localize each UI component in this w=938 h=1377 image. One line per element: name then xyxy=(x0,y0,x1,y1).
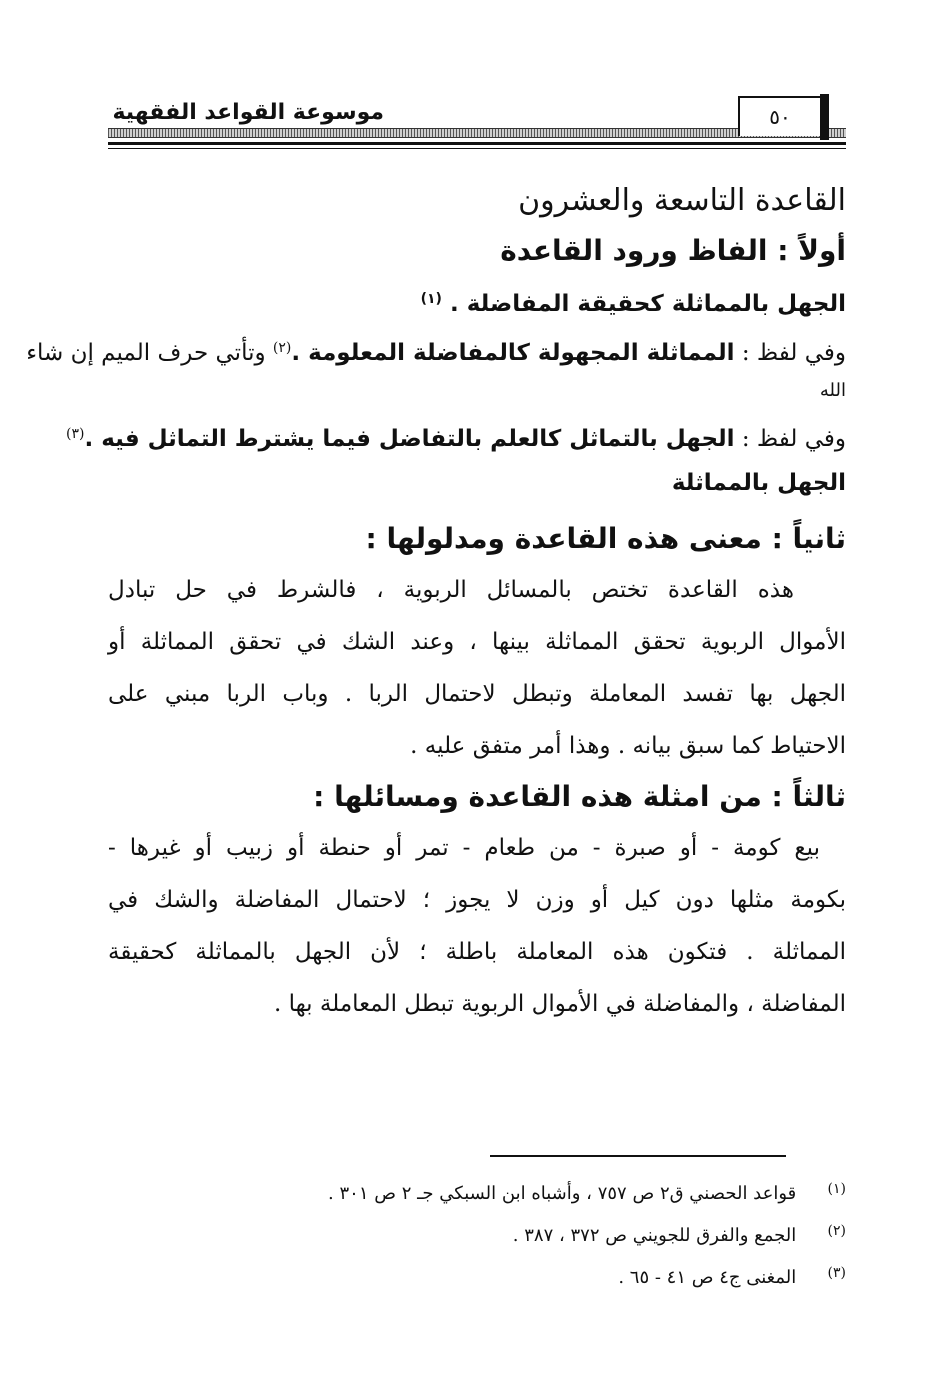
page-number-bar xyxy=(820,94,829,140)
footnote-ref-3: (٣) xyxy=(66,426,85,442)
header-rule-thin xyxy=(108,148,846,149)
wording-2-suffix: وتأتي حرف الميم إن شاء xyxy=(26,340,266,366)
section2-line: هذه القاعدة تختص بالمسائل الربوية ، فالشرط في حل تبادل xyxy=(108,577,795,603)
page-body xyxy=(26,176,846,1030)
footnote-ref-1: (١) xyxy=(420,291,442,307)
section2-line: الأموال الربوية تحقق المماثلة بينها ، وعند الشك في تحقق المماثلة أو xyxy=(108,629,846,655)
footnote-separator xyxy=(490,1155,786,1157)
wording-2-prefix: وفي لفظ : xyxy=(741,340,846,366)
footnote-1 xyxy=(108,1168,846,1210)
section3-line: المماثلة . فتكون هذه المعاملة باطلة ؛ لأن الجهل بالمماثلة كحقيقة xyxy=(108,939,846,965)
wording-line-2 xyxy=(26,322,846,374)
rule-title: القاعدة التاسعة والعشرون xyxy=(518,183,846,218)
page-header xyxy=(108,94,846,156)
footnote-2 xyxy=(108,1210,846,1252)
footnote-number: (١) xyxy=(827,1181,846,1197)
footnote-number: (٢) xyxy=(827,1223,846,1239)
page-number: ٥٠ xyxy=(738,96,822,136)
section2-heading: ثانياً : معنى هذه القاعدة ومدلولها : xyxy=(365,522,846,555)
footnote-text: الجمع والفرق للجويني ص ٣٧٢ ، ٣٨٧ . xyxy=(512,1225,797,1246)
wording-line-1 xyxy=(108,276,846,322)
section2-line: الاحتياط كما سبق بيانه . وهذا أمر متفق عليه . xyxy=(410,733,846,759)
header-rule-thick xyxy=(108,142,846,145)
section3-line: بكومة مثلها دون كيل أو وزن لا يجوز ؛ لاحتمال المفاضلة والشك في xyxy=(108,887,846,913)
wording-3-text: الجهل بالتماثل كالعلم بالتفاضل فيما يشترط التماثل فيه . xyxy=(84,426,735,452)
wording-line-3 xyxy=(66,408,846,460)
footnotes xyxy=(108,1168,846,1294)
wording-line-4: الجهل بالمماثلة xyxy=(671,470,846,496)
wording-line-2-cont: الله xyxy=(819,380,846,401)
wording-1-text: الجهل بالمماثلة كحقيقة المفاضلة . xyxy=(449,291,846,317)
footnote-3 xyxy=(108,1252,846,1294)
footnote-ref-2: (٢) xyxy=(272,340,292,356)
header-band xyxy=(108,128,846,138)
footnote-text: المغنى ج٤ ص ٤١ - ٦٥ . xyxy=(618,1267,797,1288)
section3-line: المفاضلة ، والمفاضلة في الأموال الربوية تبطل المعاملة بها . xyxy=(273,991,846,1017)
section2-line: الجهل بها تفسد المعاملة وتبطل لاحتمال الربا . وباب الربا مبني على xyxy=(108,681,846,707)
footnote-number: (٣) xyxy=(827,1265,846,1281)
section3-heading: ثالثاً : من امثلة هذه القاعدة ومسائلها : xyxy=(313,780,846,813)
book-title: موسوعة القواعد الفقهية xyxy=(106,100,390,125)
section3-line: بيع كومة - أو صبرة - من طعام - تمر أو حنطة أو زبيب أو غيرها - xyxy=(108,835,820,861)
footnote-text: قواعد الحصني ق٢ ص ٧٥٧ ، وأشباه ابن السبكي جـ ٢ ص ٣٠١ . xyxy=(328,1183,797,1204)
wording-3-prefix: وفي لفظ : xyxy=(741,426,846,452)
wording-2-text: المماثلة المجهولة كالمفاضلة المعلومة . xyxy=(291,340,735,366)
section1-heading: أولاً : الفاظ ورود القاعدة xyxy=(500,234,846,267)
